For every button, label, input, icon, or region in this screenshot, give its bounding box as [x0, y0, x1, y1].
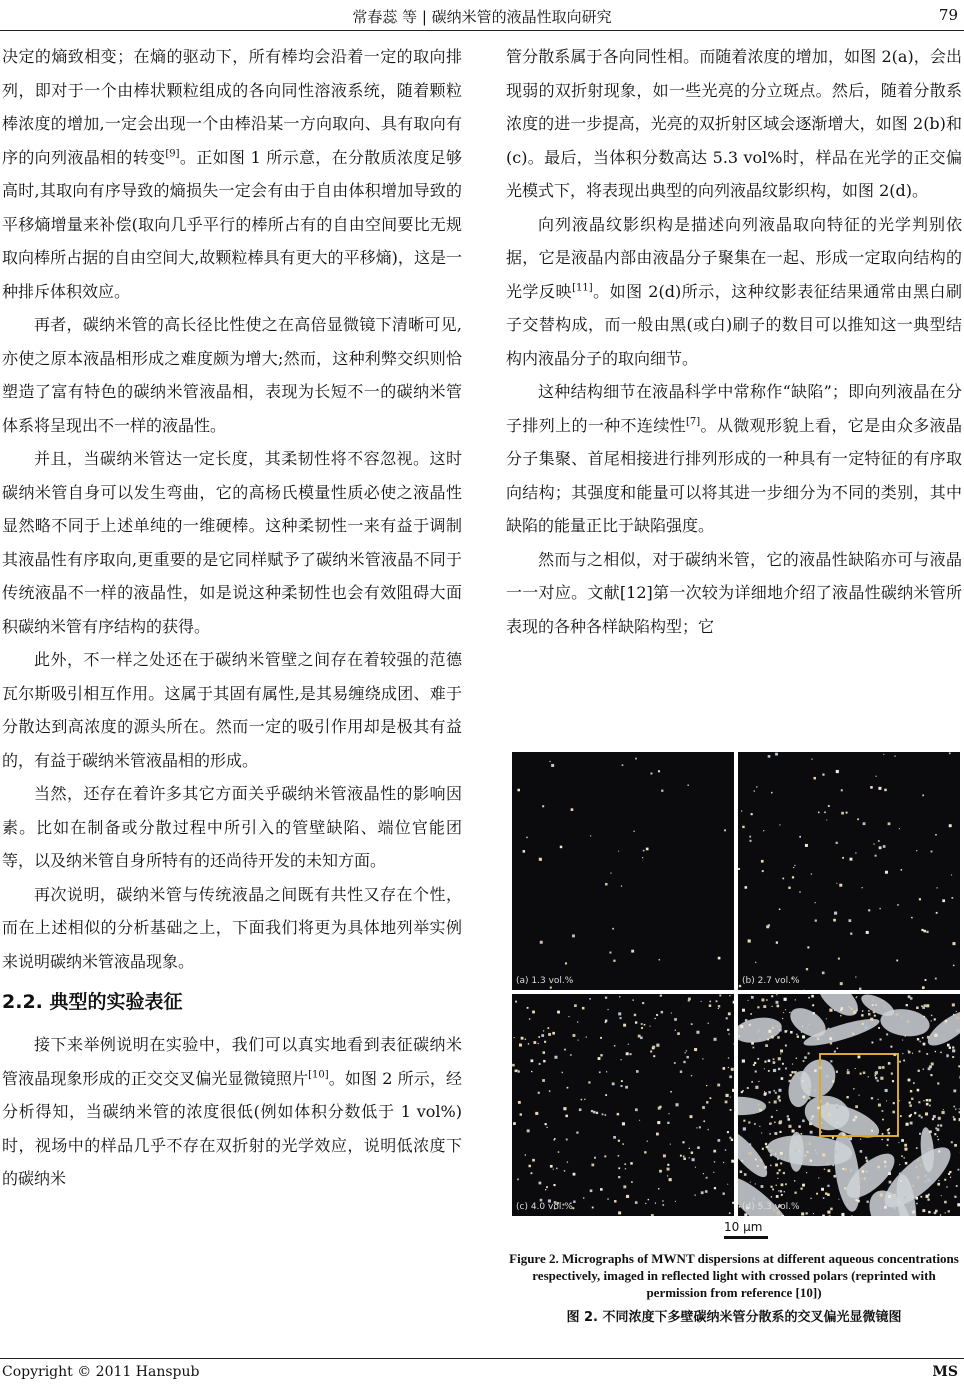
paragraph: 这种结构细节在液晶科学中常称作“缺陷”；即向列液晶在分子排列上的一种不连续性[7]。从微观形貌上看，它是由众多液晶分子集聚、首尾相接进行排列形成的一种具有一定特征的有序取向结构；其强度和能量可以将其进一步细分为不同的类别，其中缺陷的能量正比于缺陷强度。 [506, 382, 962, 535]
citation: [9] [165, 148, 180, 160]
paragraph: 向列液晶纹影织构是描述向列液晶取向特征的光学判别依据，它是液晶内部由液晶分子聚集在一起、形成一定取向结构的光学反映[11]。如图 2(d)所示，这种纹影表征结果通常由黑白刷子交替构成，而一般由黑(或白)刷子的数目可以推知这一典型结构内液晶分子的取向细节。 [506, 214, 962, 368]
citation: [11] [572, 282, 593, 294]
figure-caption-en: Figure 2. Micrographs of MWNT dispersions at different aqueous concentrations respectively, imaged in reflected light with crossed polars (reprinted with permission from reference [10]) [509, 1251, 959, 1300]
running-title: 常春蕊 等 | 碳纳米管的液晶性取向研究 [352, 8, 612, 26]
panel-label: (b) 2.7 vol.% [742, 976, 800, 986]
panel-label: (d) 5.3 vol.% [742, 1202, 800, 1212]
panel-texture [738, 994, 960, 1216]
paragraph: 管分散系属于各向同性相。而随着浓度的增加，如图 2(a)，会出现弱的双折射现象，如一些光亮的分立斑点。然后，随着分散系浓度的进一步提高，光亮的双折射区域会逐渐增大，如图 2(b)和(c)。最后，当体积分数高达 5.3 vol%时，样品在光学的正交偏光模式下，将表现出典型的向列液晶纹影织构，如图 2(d)。 [506, 47, 962, 200]
paragraph: 然而与之相似，对于碳纳米管，它的液晶性缺陷亦可与液晶一一对应。文献[12]第一次较为详细地介绍了液晶性碳纳米管所表现的各种各样缺陷构型；它 [506, 549, 962, 636]
footer-rule [0, 1358, 964, 1359]
panel-label: (a) 1.3 vol.% [516, 976, 574, 986]
section-heading: 2.2. 典型的实验表征 [2, 991, 183, 1013]
paragraph: 再次说明，碳纳米管与传统液晶之间既有共性又存在个性，而在上述相似的分析基础之上，下面我们将更为具体地列举实例来说明碳纳米管液晶现象。 [2, 884, 462, 971]
scale-bar [724, 1220, 768, 1239]
panel-texture [512, 752, 734, 990]
micrograph-figure [512, 752, 964, 1238]
panel-texture [512, 994, 734, 1216]
paragraph: 接下来举例说明在实验中，我们可以真实地看到表征碳纳米管液晶现象形成的正交交叉偏光显微镜照片[10]。如图 2 所示，经分析得知，当碳纳米管的浓度很低(例如体积分数低于 1 vol%)时，视场中的样品几乎不存在双折射的光学效应，说明低浓度下的碳纳米 [2, 1035, 462, 1188]
scale-label: 10 μm [724, 1220, 763, 1234]
micrograph-panel-a [512, 752, 734, 990]
header-rule [0, 30, 964, 31]
citation: [10] [308, 1069, 329, 1081]
micrograph-panel-b [738, 752, 960, 990]
paragraph: 当然，还存在着许多其它方面关乎碳纳米管液晶性的影响因素。比如在制备或分散过程中所引入的管壁缺陷、端位官能团等，以及纳米管自身所特有的还尚待开发的未知方面。 [2, 784, 462, 870]
copyright-notice: Copyright © 2011 Hanspub [2, 1364, 200, 1380]
citation: [7] [686, 416, 701, 428]
running-header [0, 6, 964, 26]
left-column [2, 40, 462, 1196]
journal-abbrev: MS [932, 1364, 958, 1380]
paragraph: 再者，碳纳米管的高长径比性使之在高倍显微镜下清晰可见,亦使之原本液晶相形成之难度颇为增大;然而，这种利弊交织则恰塑造了富有特色的碳纳米管液晶相，表现为长短不一的碳纳米管体系将呈现出不一样的液晶性。 [2, 315, 462, 435]
page-number: 79 [938, 6, 958, 24]
right-column [506, 40, 962, 643]
figure-caption-cn: 图 2. 不同浓度下多壁碳纳米管分散系的交叉偏光显微镜图 [566, 1310, 902, 1325]
panel-texture [738, 752, 960, 990]
panel-label: (c) 4.0 vol.% [516, 1202, 573, 1212]
micrograph-panel-d [738, 994, 960, 1216]
micrograph-panel-c [512, 994, 734, 1216]
scale-bar-line [724, 1236, 768, 1239]
paragraph: 决定的熵致相变；在熵的驱动下，所有棒均会沿着一定的取向排列，即对于一个由棒状颗粒组成的各向同性溶液系统，随着颗粒棒浓度的增加,一定会出现一个由棒沿某一方向取向、具有取向有序的向列液晶相的转变[9]。正如图 1 所示意，在分散质浓度足够高时,其取向有序导致的熵损失一定会有由于自由体积增加导致的平移熵增量来补偿(取向几乎平行的棒所占有的自由空间要比无规取向棒所占据的自由空间大,故颗粒棒具有更大的平移熵)，这是一种排斥体积效应。 [2, 47, 462, 301]
paragraph: 并且，当碳纳米管达一定长度，其柔韧性将不容忽视。这时碳纳米管自身可以发生弯曲，它的高杨氏模量性质必使之液晶性显然略不同于上述单纯的一维硬棒。这种柔韧性一来有益于调制其液晶性有序取向,更重要的是它同样赋予了碳纳米管液晶不同于传统液晶不一样的液晶性，如是说这种柔韧性也会有效阻碍大面积碳纳米管有序结构的获得。 [2, 449, 462, 636]
paragraph: 此外，不一样之处还在于碳纳米管壁之间存在着较强的范德瓦尔斯吸引相互作用。这属于其固有属性,是其易缠绕成团、难于分散达到高浓度的源头所在。然而一定的吸引作用却是极其有益的，有益于碳纳米管液晶相的形成。 [2, 650, 462, 770]
